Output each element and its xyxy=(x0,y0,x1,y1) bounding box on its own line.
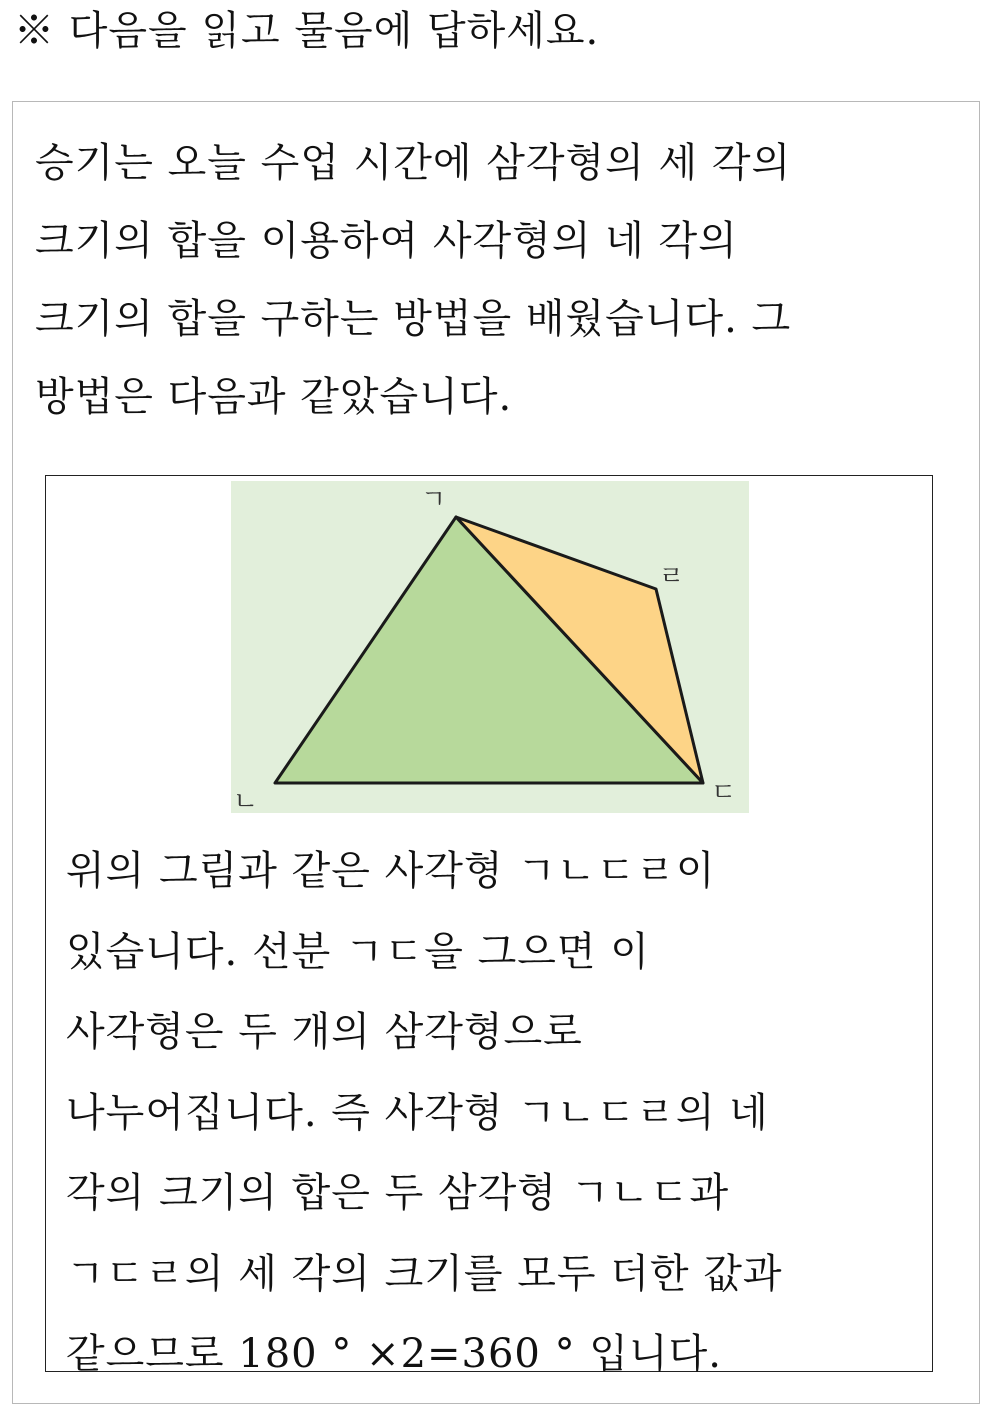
intro-line: 승기는 오늘 수업 시간에 삼각형의 세 각의 xyxy=(35,140,792,186)
passage-intro xyxy=(35,124,955,436)
explanation-line: 사각형은 두 개의 삼각형으로 xyxy=(66,1009,583,1055)
vertex-label-bottom-right: ㄷ xyxy=(711,778,737,808)
explanation-line: 나누어집니다. 즉 사각형 ㄱㄴㄷㄹ의 네 xyxy=(66,1089,769,1136)
instruction-text: ※ 다음을 읽고 물음에 답하세요. xyxy=(14,8,600,54)
quadrilateral-diagram xyxy=(231,481,749,813)
explanation-line: 있습니다. 선분 ㄱㄷ을 그으면 이 xyxy=(66,928,650,975)
intro-line: 크기의 합을 구하는 방법을 배웠습니다. 그 xyxy=(35,296,792,342)
method-box xyxy=(45,475,933,1377)
intro-line: 방법은 다음과 같았습니다. xyxy=(35,374,513,420)
quadrilateral-figure xyxy=(231,481,749,813)
explanation-line: ㄱㄷㄹ의 세 각의 크기를 모두 더한 값과 xyxy=(66,1250,783,1297)
vertex-label-right: ㄹ xyxy=(659,562,685,592)
explanation-line: 위의 그림과 같은 사각형 ㄱㄴㄷㄹ이 xyxy=(66,848,716,894)
intro-line: 크기의 합을 이용하여 사각형의 네 각의 xyxy=(35,218,738,264)
vertex-label-bottom-left: ㄴ xyxy=(233,787,259,813)
vertex-label-top: ㄱ xyxy=(421,485,447,515)
method-explanation xyxy=(66,831,926,1395)
passage-box xyxy=(12,101,980,1404)
explanation-line: 같으므로 180 ° ×2=360 ° 입니다. xyxy=(66,1331,722,1377)
explanation-line: 각의 크기의 합은 두 삼각형 ㄱㄴㄷ과 xyxy=(66,1170,730,1216)
